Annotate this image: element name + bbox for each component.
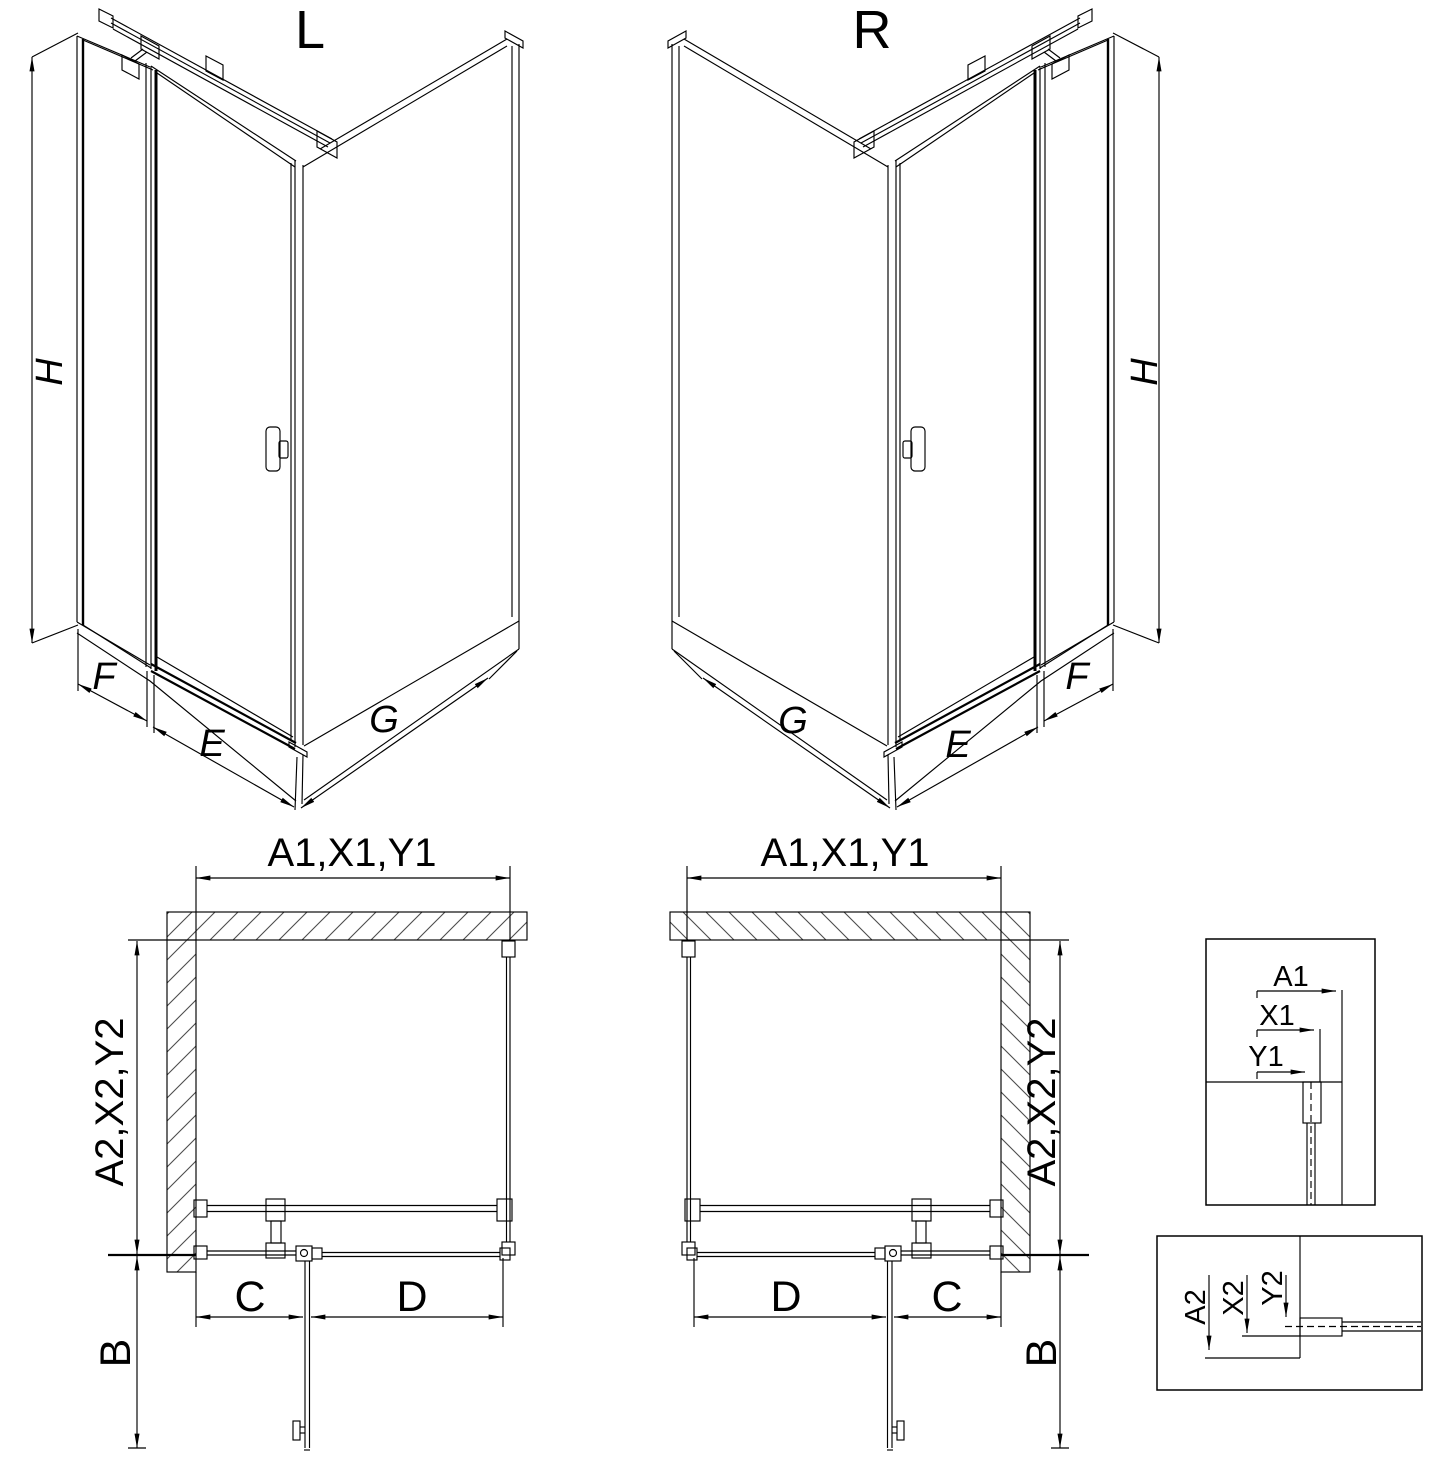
dim-label-side-left: F: [92, 656, 116, 698]
iso-view-left: [29, 0, 523, 810]
dim-label-y1: Y1: [1248, 1041, 1284, 1073]
dim-label-x1: X1: [1259, 1000, 1295, 1032]
plan-view-left: [88, 831, 527, 1450]
dim-label-y2: Y2: [1257, 1270, 1289, 1306]
dim-label-door-plan-right: D: [770, 1273, 802, 1321]
iso-view-right: [668, 0, 1166, 810]
dim-label-x2: X2: [1218, 1280, 1250, 1316]
wall-profile-section: [1303, 1082, 1321, 1123]
variant-label-left: L: [294, 0, 326, 60]
dim-label-swing-plan-left: B: [92, 1338, 140, 1368]
dim-label-depth-plan-left: A2,X2,Y2: [88, 1017, 132, 1187]
dim-label-height-left: H: [29, 358, 71, 386]
dim-label-width-plan-left: A1,X1,Y1: [267, 831, 437, 875]
dim-label-door-plan-left: D: [396, 1273, 428, 1321]
detail-depth-measurement: [1157, 1236, 1422, 1390]
detail-width-measurement: [1206, 939, 1375, 1205]
dim-label-fixed-plan-left: C: [234, 1273, 266, 1321]
dim-label-fixed-plan-right: C: [931, 1273, 963, 1321]
dim-label-side-right: F: [1065, 656, 1089, 698]
dim-label-height-right: H: [1124, 358, 1166, 386]
dim-label-return-left: G: [369, 699, 399, 741]
dim-label-a2: A2: [1180, 1289, 1212, 1325]
plan-left-line-art: [108, 866, 527, 1450]
dim-label-front-left: E: [199, 723, 225, 765]
dim-label-return-right: G: [778, 700, 808, 742]
plan-view-right: [670, 831, 1089, 1450]
dim-label-swing-plan-right: B: [1018, 1338, 1066, 1368]
variant-label-right: R: [852, 0, 892, 60]
dim-label-width-plan-right: A1,X1,Y1: [760, 831, 930, 875]
dim-label-a1: A1: [1273, 961, 1309, 993]
dim-label-front-right: E: [945, 724, 971, 766]
dim-label-depth-plan-right: A2,X2,Y2: [1020, 1017, 1064, 1187]
